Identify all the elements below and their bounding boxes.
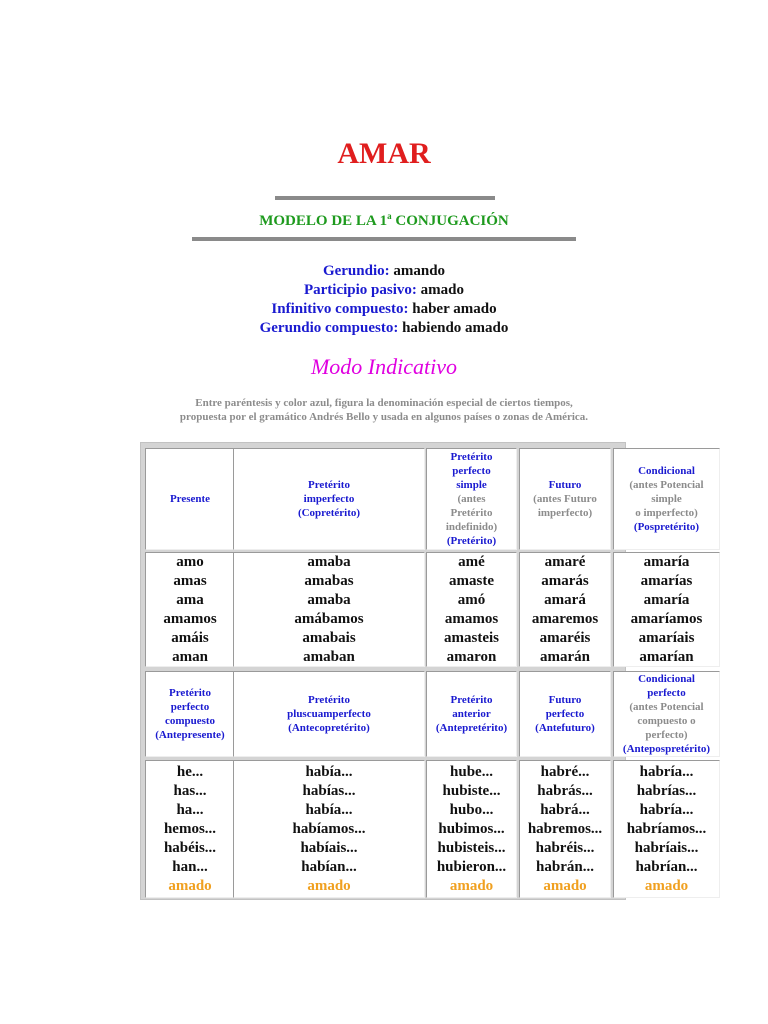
- tense-header-line: Pretérito: [450, 507, 493, 519]
- tense-header: [519, 671, 611, 757]
- verb-form: amarán: [540, 648, 590, 665]
- verb-form: habréis...: [535, 839, 595, 856]
- form-value: amado: [416, 282, 464, 298]
- tense-header-line: perfecto): [645, 729, 688, 741]
- verb-form: han...: [172, 858, 208, 875]
- verb-form: hubieron...: [436, 858, 507, 875]
- verb-form: había...: [305, 801, 353, 818]
- conjugation-table: [140, 442, 711, 900]
- note: [0, 396, 768, 424]
- note-line: Entre paréntesis y color azul, figura la denominación especial de ciertos tiempos,: [195, 397, 573, 409]
- verb-form: habías...: [302, 782, 356, 799]
- verb-form: amarías: [640, 572, 693, 589]
- tense-header-line: (Pretérito): [446, 535, 497, 547]
- tense-header-line: Pretérito: [169, 687, 211, 699]
- verb-form: habré...: [540, 763, 590, 780]
- tense-header-line: Futuro: [548, 479, 582, 491]
- form-label: Gerundio:: [322, 263, 390, 279]
- verb-form: amaban: [303, 648, 355, 665]
- tense-header-line: Presente: [169, 493, 211, 505]
- tense-header-line: Condicional: [638, 465, 695, 477]
- tense-header: [613, 448, 720, 550]
- tense-header-line: Pretérito: [450, 694, 493, 706]
- verb-forms: [426, 760, 517, 898]
- tense-header-line: anterior: [452, 708, 491, 720]
- tense-header: [145, 448, 235, 550]
- tense-header-line: (Antepresente): [155, 729, 225, 741]
- tense-header: [233, 671, 425, 757]
- page-title: AMAR: [337, 137, 431, 170]
- tense-header-line: compuesto o: [637, 715, 696, 727]
- tense-header-line: Condicional: [638, 673, 695, 685]
- tense-header-line: (antes: [457, 493, 486, 505]
- verb-form: amaría: [643, 591, 690, 608]
- verb-form: habíamos...: [292, 820, 366, 837]
- tense-header-line: imperfecto: [303, 493, 355, 505]
- tense-header-line: Pretérito: [450, 451, 493, 463]
- form-label: Gerundio compuesto:: [259, 320, 399, 336]
- verb-forms: [233, 760, 425, 898]
- verb-form: amaré: [544, 553, 586, 570]
- verb-form: habrán...: [536, 858, 594, 875]
- verb-forms: [519, 760, 611, 898]
- model-heading: [0, 207, 768, 230]
- verb-forms: [613, 760, 720, 898]
- verb-forms: [145, 552, 235, 667]
- tense-header: [145, 671, 235, 757]
- tense-header-line: (Pospretérito): [633, 521, 700, 533]
- tense-header-line: indefinido): [445, 521, 498, 533]
- tense-header-line: (Antepretérito): [435, 722, 508, 734]
- verb-form: habrías...: [636, 782, 697, 799]
- tense-header: [426, 448, 517, 550]
- verb-form: había...: [305, 763, 353, 780]
- model-heading-text: MODELO DE LA 1: [259, 213, 388, 229]
- form-line: [0, 281, 768, 300]
- verb-forms: [426, 552, 517, 667]
- tense-header-line: (Antepospretérito): [622, 743, 711, 755]
- verb-form: hube...: [450, 763, 493, 780]
- verb-form: amaríais: [638, 629, 695, 646]
- tense-header-line: Pretérito: [308, 479, 350, 491]
- verb-form: amaron: [446, 648, 497, 665]
- verb-form: amó: [457, 591, 486, 608]
- participle-form: amado: [644, 877, 689, 894]
- verb-form: amabas: [304, 572, 354, 589]
- tense-header-line: simple: [651, 493, 682, 505]
- verb-form: habríamos...: [626, 820, 707, 837]
- tense-header-line: (antes Potencial: [629, 701, 704, 713]
- verb-form: hubisteis...: [437, 839, 506, 856]
- participle-form: amado: [449, 877, 494, 894]
- verb-form: habrá...: [540, 801, 590, 818]
- form-value: amando: [389, 263, 446, 279]
- tense-header-line: pluscuamperfecto: [287, 708, 371, 720]
- verb-form: habremos...: [527, 820, 603, 837]
- verb-form: amarás: [541, 572, 589, 589]
- verb-form: habrían...: [635, 858, 698, 875]
- verb-forms: [613, 552, 720, 667]
- tense-header-line: (Copretérito): [297, 507, 361, 519]
- verb-form: hubiste...: [442, 782, 501, 799]
- tense-header-line: imperfecto): [537, 507, 593, 519]
- tense-header-line: perfecto: [647, 687, 686, 699]
- verb-form: habrás...: [537, 782, 593, 799]
- verb-form: habían...: [301, 858, 357, 875]
- tense-header-line: perfecto: [170, 701, 210, 713]
- verb-form: ha...: [176, 801, 204, 818]
- tense-header-line: (Antecopretérito): [288, 722, 370, 734]
- tense-header: [426, 671, 517, 757]
- divider-bottom: [192, 237, 576, 241]
- verb-form: hubo...: [449, 801, 494, 818]
- verb-form: amasteis: [444, 629, 499, 646]
- divider-top: [275, 196, 495, 200]
- tense-header-line: Futuro: [548, 694, 582, 706]
- verb-form: amaríamos: [630, 610, 703, 627]
- verb-forms: [519, 552, 611, 667]
- form-label: Infinitivo compuesto:: [271, 301, 409, 317]
- verb-form: amarían: [639, 648, 694, 665]
- verb-form: amábamos: [294, 610, 364, 627]
- verb-form: hemos...: [163, 820, 217, 837]
- verb-form: amabais: [302, 629, 356, 646]
- verb-form: ama: [176, 591, 204, 608]
- verb-form: amaba: [307, 591, 351, 608]
- model-heading-suffix: CONJUGACIÓN: [391, 213, 509, 229]
- verb-form: hubimos...: [438, 820, 505, 837]
- tense-header-line: simple: [456, 479, 487, 491]
- form-line: [0, 319, 768, 338]
- tense-header-line: o imperfecto): [635, 507, 698, 519]
- verb-form: amaste: [449, 572, 494, 589]
- participle-form: amado: [307, 877, 351, 894]
- tense-header: [233, 448, 425, 550]
- verb-form: amamos: [444, 610, 499, 627]
- form-value: habiendo amado: [398, 320, 509, 336]
- tense-header: [613, 671, 720, 757]
- verb-form: amas: [173, 572, 207, 589]
- verb-form: amaba: [307, 553, 351, 570]
- verb-forms: [233, 552, 425, 667]
- verb-form: habéis...: [163, 839, 217, 856]
- verb-form: habríais...: [634, 839, 699, 856]
- verb-form: amáis: [171, 629, 209, 646]
- form-label: Participio pasivo:: [303, 282, 417, 298]
- verb-form: amará: [544, 591, 586, 608]
- tense-header-line: (Antefuturo): [535, 722, 595, 734]
- note-line: propuesta por el gramático Andrés Bello y usada en algunos países o zonas de América.: [179, 411, 589, 423]
- verb-forms: [145, 760, 235, 898]
- verb-form: habría...: [639, 801, 694, 818]
- verb-form: amaréis: [539, 629, 591, 646]
- mode-title: Modo Indicativo: [310, 354, 458, 379]
- participle-form: amado: [543, 877, 587, 894]
- verb-form: amé: [458, 553, 485, 570]
- verb-form: amaremos: [531, 610, 599, 627]
- verb-form: aman: [172, 648, 208, 665]
- non-personal-forms: [0, 262, 768, 338]
- form-value: haber amado: [408, 301, 497, 317]
- form-line: [0, 262, 768, 281]
- verb-form: habría...: [639, 763, 694, 780]
- participle-form: amado: [168, 877, 212, 894]
- tense-header-line: (antes Potencial: [629, 479, 704, 491]
- verb-form: has...: [173, 782, 207, 799]
- verb-form: habíais...: [300, 839, 358, 856]
- tense-header-line: Pretérito: [308, 694, 350, 706]
- verb-form: amaría: [643, 553, 690, 570]
- model-heading-ordinal: a: [387, 211, 392, 221]
- verb-form: he...: [176, 763, 204, 780]
- tense-header-line: perfecto: [452, 465, 491, 477]
- tense-header-line: compuesto: [164, 715, 216, 727]
- tense-header-line: (antes Futuro: [533, 493, 597, 505]
- form-line: [0, 300, 768, 319]
- verb-form: amamos: [163, 610, 217, 627]
- tense-header-line: perfecto: [545, 708, 585, 720]
- tense-header: [519, 448, 611, 550]
- verb-form: amo: [176, 553, 204, 570]
